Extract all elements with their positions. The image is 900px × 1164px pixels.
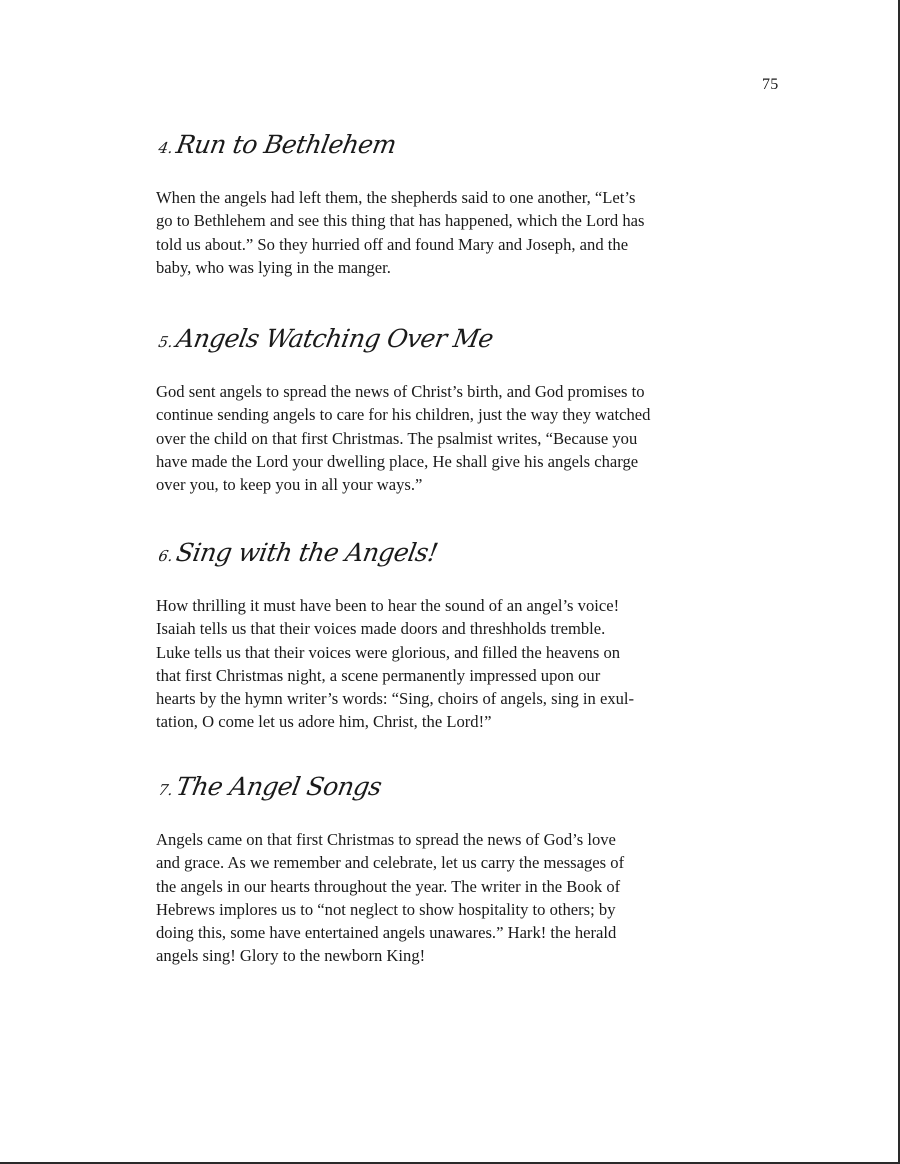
section-title: Angels Watching Over Me [174, 324, 496, 353]
paragraph-line: How thrilling it must have been to hear the sound of an angel’s voice! [156, 596, 620, 615]
section-title: The Angel Songs [174, 772, 384, 801]
section-sing-with-the-angels [156, 538, 736, 734]
section-number: 4. [157, 139, 175, 157]
paragraph-line: go to Bethlehem and see this thing that has happened, which the Lord has [156, 211, 645, 231]
section-number: 5. [157, 333, 175, 351]
paragraph-line: over the child on that first Christmas. The psalmist writes, “Because you [156, 428, 638, 448]
paragraph-line: Luke tells us that their voices were glorious, and filled the heavens on [156, 642, 621, 662]
section-paragraph [156, 594, 736, 734]
paragraph-line: Angels came on that first Christmas to spread the news of God’s love [156, 830, 616, 849]
section-number: 7. [157, 781, 175, 799]
paragraph-line: the angels in our hearts throughout the year. The writer in the Book of [156, 876, 621, 896]
section-paragraph [156, 380, 736, 496]
paragraph-line: that first Christmas night, a scene permanently impressed upon our [156, 665, 601, 685]
section-run-to-bethlehem [156, 130, 736, 279]
paragraph-line: continue sending angels to care for his children, just the way they watched [156, 405, 651, 425]
section-title: Sing with the Angels! [174, 538, 440, 567]
section-heading [156, 538, 742, 571]
paragraph-line: told us about.” So they hurried off and found Mary and Joseph, and the [156, 234, 629, 254]
section-heading [156, 772, 742, 805]
paragraph-line: have made the Lord your dwelling place, He shall give his angels charge [156, 451, 639, 471]
section-number: 6. [157, 547, 175, 565]
section-paragraph [156, 186, 736, 279]
section-heading [156, 130, 742, 163]
section-heading [156, 324, 742, 357]
paragraph-line: When the angels had left them, the shepherds said to one another, “Let’s [156, 188, 636, 207]
paragraph-line: baby, who was lying in the manger. [156, 257, 391, 277]
paragraph-line: angels sing! Glory to the newborn King! [156, 946, 426, 966]
paragraph-line: Hebrews implores us to “not neglect to show hospitality to others; by [156, 899, 616, 919]
paragraph-line: Isaiah tells us that their voices made doors and threshholds tremble. [156, 619, 606, 639]
paragraph-line: over you, to keep you in all your ways.” [156, 475, 423, 495]
section-paragraph [156, 828, 736, 968]
page-number: 75 [762, 76, 779, 93]
section-angels-watching-over-me [156, 324, 736, 496]
paragraph-line: God sent angels to spread the news of Christ’s birth, and God promises to [156, 382, 645, 401]
paragraph-line: hearts by the hymn writer’s words: “Sing, choirs of angels, sing in exul- [156, 689, 635, 709]
section-the-angel-songs [156, 772, 736, 968]
paragraph-line: doing this, some have entertained angels unawares.” Hark! the herald [156, 923, 617, 943]
paragraph-line: and grace. As we remember and celebrate, let us carry the messages of [156, 853, 625, 873]
paragraph-line: tation, O come let us adore him, Christ, the Lord!” [156, 712, 492, 732]
section-title: Run to Bethlehem [174, 130, 399, 159]
